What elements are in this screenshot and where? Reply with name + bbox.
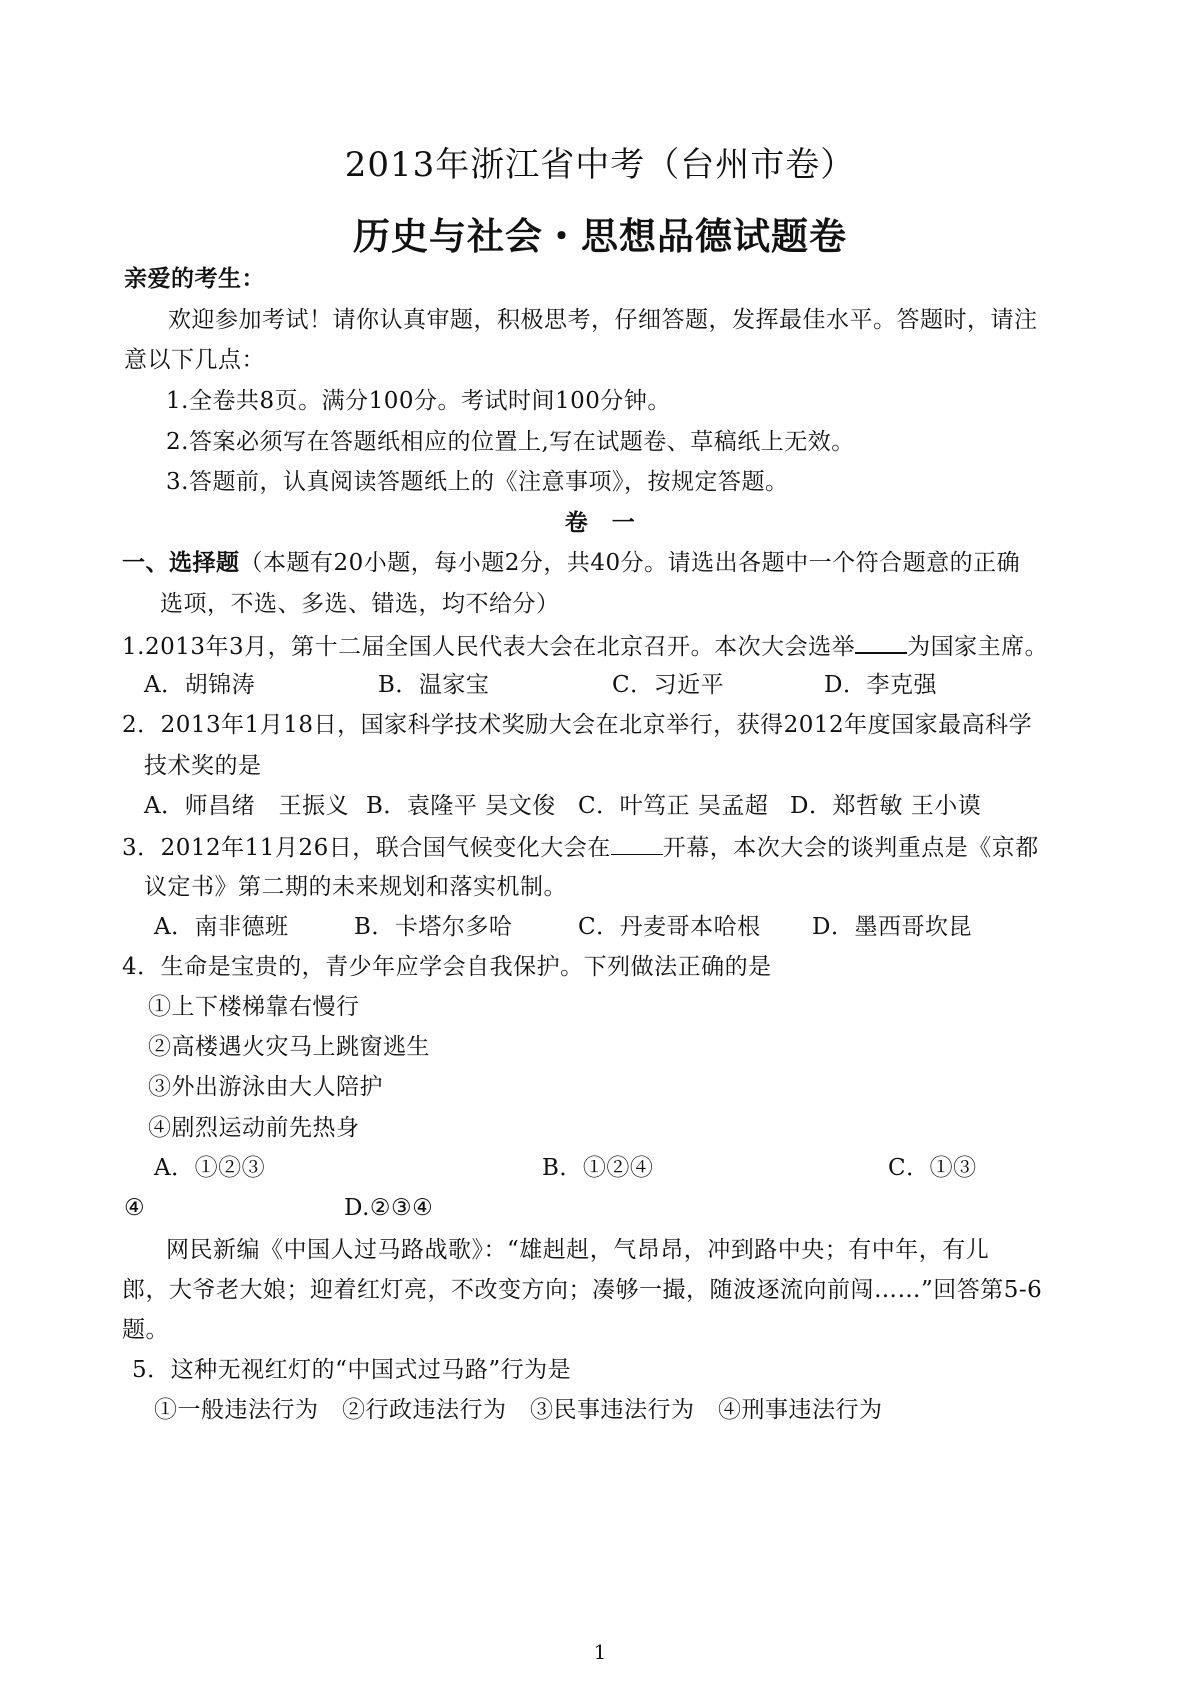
intro-line-2: 意以下几点： (124, 347, 265, 373)
exam-subtitle: 历史与社会・思想品德试题卷 (353, 215, 847, 258)
q4-option-c-continued: ④ (124, 1195, 146, 1221)
q1-option-c: C．习近平 (612, 672, 725, 698)
exam-title: 2013年浙江省中考（台州市卷） (344, 145, 856, 185)
section-heading-line-2: 选项，不选、多选、错选，均不给分） (160, 591, 560, 617)
q3-option-a: A．南非德班 (154, 914, 289, 940)
passage-line-1: 网民新编《中国人过马路战歌》：“雄赳赳，气昂昂，冲到路中央；有中年，有儿 (166, 1237, 990, 1263)
q1-option-b: B．温家宝 (378, 672, 490, 698)
q4-item-3: ③外出游泳由大人陪护 (148, 1074, 383, 1100)
q3-option-b: B．卡塔尔多哈 (354, 914, 513, 940)
intro-line-1: 欢迎参加考试！请你认真审题，积极思考，仔细答题，发挥最佳水平。答题时，请注 (168, 307, 1038, 333)
q4-option-a: A．①②③ (154, 1155, 266, 1181)
q4-option-b: B．①②④ (542, 1155, 654, 1181)
q3-stem-b: 开幕，本次大会的谈判重点是《京都 (662, 835, 1039, 861)
q3-option-d: D．墨西哥坎昆 (812, 914, 972, 940)
section-heading-rest: （本题有20小题，每小题2分，共40分。请选出各题中一个符合题意的正确 (239, 550, 1021, 576)
q1-stem-a: 1.2013年3月，第十二届全国人民代表大会在北京召开。本次大会选举 (122, 634, 856, 660)
q3-stem-a: 3．2012年11月26日，联合国气候变化大会在 (122, 835, 611, 861)
q1-stem-b: 为国家主席。 (907, 634, 1049, 660)
q5-stem: 5．这种无视红灯的“中国式过马路”行为是 (132, 1357, 572, 1383)
page-number: 1 (593, 1640, 607, 1664)
q2-option-c: C．叶笃正 吴孟超 (578, 793, 769, 819)
passage-line-2: 郎，大爷老大娘；迎着红灯亮，不改变方向；凑够一撮，随波逐流向前闯……”回答第5-6 (122, 1277, 1043, 1303)
q1-option-d: D．李克强 (824, 672, 937, 698)
q4-stem: 4．生命是宝贵的，青少年应学会自我保护。下列做法正确的是 (122, 954, 772, 980)
q2-stem-line-1: 2．2013年1月18日，国家科学技术奖励大会在北京举行，获得2012年度国家最高科学 (122, 712, 1033, 738)
q4-item-2: ②高楼遇火灾马上跳窗逃生 (148, 1034, 430, 1060)
q1-answer-blank (855, 634, 907, 654)
q4-item-4: ④剧烈运动前先热身 (148, 1115, 360, 1141)
q3-stem-line-2: 议定书》第二期的未来规划和落实机制。 (144, 874, 567, 900)
q1-stem (122, 634, 1048, 659)
q1-option-a: A．胡锦涛 (144, 672, 256, 698)
note-3: 3.答题前，认真阅读答题纸上的《注意事项》，按规定答题。 (166, 469, 789, 495)
q3-option-c: C．丹麦哥本哈根 (578, 914, 761, 940)
q3-answer-blank (611, 836, 663, 855)
q5-items: ①一般违法行为 ②行政违法行为 ③民事违法行为 ④刑事违法行为 (154, 1397, 883, 1423)
q4-item-1: ①上下楼梯靠右慢行 (148, 994, 360, 1020)
q3-stem (122, 836, 1039, 860)
q4-option-c: C．①③ (888, 1155, 977, 1181)
greeting: 亲爱的考生： (124, 266, 265, 292)
section-heading-bold: 一、选择题 (122, 550, 240, 576)
q4-option-d: D.②③④ (344, 1195, 434, 1221)
q2-stem-line-2: 技术奖的是 (144, 753, 262, 779)
passage-line-3: 题。 (122, 1317, 169, 1343)
q2-option-a: A．师昌绪 王振义 (144, 793, 350, 819)
note-1: 1.全卷共8页。满分100分。考试时间100分钟。 (166, 388, 671, 414)
volume-heading: 卷 一 (564, 510, 636, 536)
note-2: 2.答案必须写在答题纸相应的位置上,写在试题卷、草稿纸上无效。 (166, 429, 855, 455)
q2-option-b: B．袁隆平 吴文俊 (366, 793, 556, 819)
q2-option-d: D．郑哲敏 王小谟 (790, 793, 982, 819)
section-heading (122, 552, 1020, 575)
